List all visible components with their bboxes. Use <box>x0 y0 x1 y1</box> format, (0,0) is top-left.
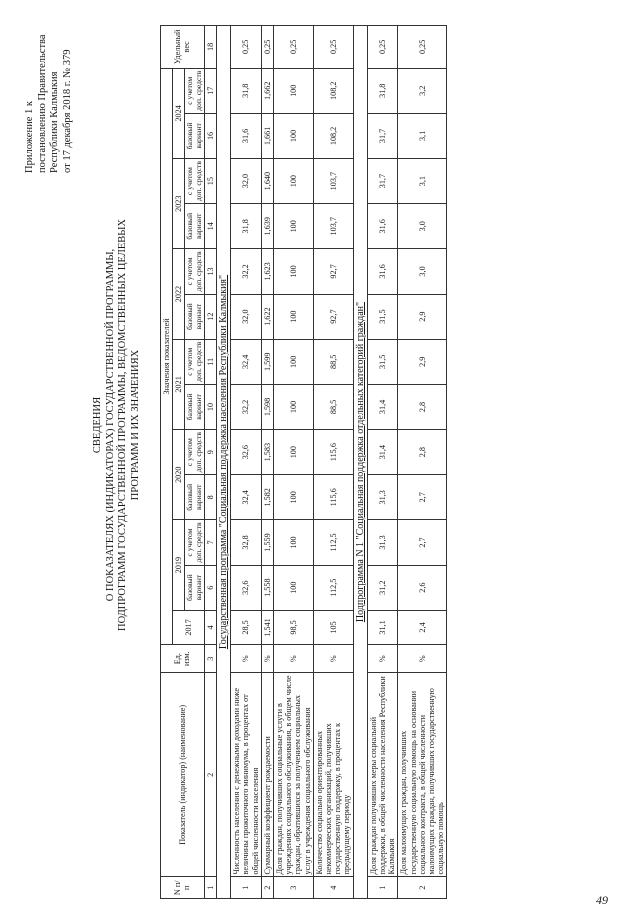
appendix-line: Приложение 1 к <box>24 101 35 173</box>
weight-cell: 0,25 <box>231 26 262 69</box>
value-cell: 31,1 <box>367 610 398 644</box>
row-number: 1 <box>367 877 398 899</box>
row-number: 2 <box>261 877 273 899</box>
value-cell: 108,2 <box>313 113 353 158</box>
column-index: 7 <box>204 520 216 565</box>
weight-cell: 0,25 <box>367 26 398 69</box>
value-cell: 28,5 <box>231 610 262 644</box>
column-index: 13 <box>204 249 216 294</box>
row-number: 2 <box>398 877 447 899</box>
value-cell: 32,4 <box>231 339 262 384</box>
value-cell: 31,8 <box>367 68 398 113</box>
year-2017-header: 2017 <box>173 610 205 644</box>
col-weight-header: Удельный вес <box>161 26 205 69</box>
value-cell: 31,4 <box>367 384 398 429</box>
heading-line: ПОДПРОГРАММ ГОСУДАРСТВЕННОЙ ПРОГРАММЫ, ВЕДОМСТВЕННЫХ ЦЕЛЕВЫХ <box>117 219 128 632</box>
year-header: 2023 <box>173 159 185 249</box>
heading-line: СВЕДЕНИЯ <box>92 396 103 454</box>
value-cell: 31,4 <box>367 430 398 475</box>
extra-funds-header: с учетом доп. средств <box>185 68 204 113</box>
value-cell: 31,7 <box>367 159 398 204</box>
value-cell: 2,9 <box>398 339 447 384</box>
row-unit: % <box>398 645 447 673</box>
col-name-header: Показатель (индикатор) (наименование) <box>161 673 205 877</box>
value-cell: 112,5 <box>313 565 353 610</box>
extra-funds-header: с учетом доп. средств <box>185 249 204 294</box>
column-index: 14 <box>204 204 216 249</box>
column-index: 1 <box>204 877 216 899</box>
value-cell: 92,7 <box>313 249 353 294</box>
value-cell: 31,5 <box>367 294 398 339</box>
value-cell: 32,2 <box>231 249 262 294</box>
column-index: 17 <box>204 68 216 113</box>
value-cell: 115,6 <box>313 475 353 520</box>
column-index: 10 <box>204 384 216 429</box>
value-cell: 100 <box>274 565 314 610</box>
value-cell: 2,4 <box>398 610 447 644</box>
value-cell: 112,5 <box>313 520 353 565</box>
value-cell: 3,0 <box>398 204 447 249</box>
value-cell: 31,2 <box>367 565 398 610</box>
column-index: 9 <box>204 430 216 475</box>
indicator-name: Количество социально ориентированных некоммерческих организаций, получивших государственную поддержку, в процентах к предыдущему периоду <box>313 673 353 877</box>
base-variant-header: базовый вариант <box>185 475 204 520</box>
value-cell: 2,6 <box>398 565 447 610</box>
col-num-header: N п/п <box>161 877 205 899</box>
value-cell: 2,8 <box>398 430 447 475</box>
value-cell: 1,582 <box>261 475 273 520</box>
value-cell: 32,6 <box>231 430 262 475</box>
year-header: 2020 <box>173 430 185 520</box>
value-cell: 3,0 <box>398 249 447 294</box>
value-cell: 1,640 <box>261 159 273 204</box>
row-number: 3 <box>274 877 314 899</box>
column-index: 11 <box>204 339 216 384</box>
indicator-name: Суммарный коэффициент рождаемости <box>261 673 273 877</box>
heading-line: О ПОКАЗАТЕЛЯХ (ИНДИКАТОРАХ) ГОСУДАРСТВЕННОЙ ПРОГРАММЫ, <box>104 248 116 602</box>
value-cell: 31,6 <box>231 113 262 158</box>
value-cell: 100 <box>274 68 314 113</box>
value-cell: 100 <box>274 339 314 384</box>
value-cell: 100 <box>274 204 314 249</box>
weight-cell: 0,25 <box>398 26 447 69</box>
values-header: Значения показателей <box>161 68 173 644</box>
table-row <box>367 26 398 899</box>
extra-funds-header: с учетом доп. средств <box>185 520 204 565</box>
weight-cell: 0,25 <box>274 26 314 69</box>
value-cell: 100 <box>274 294 314 339</box>
value-cell: 31,8 <box>231 68 262 113</box>
value-cell: 1,622 <box>261 294 273 339</box>
indicator-name: Доля граждан получивших меры социальной поддержки, в общей численности населения Республики Калмыкия <box>367 673 398 877</box>
column-index: 16 <box>204 113 216 158</box>
base-variant-header: базовый вариант <box>185 113 204 158</box>
table-row <box>313 26 353 899</box>
value-cell: 105 <box>313 610 353 644</box>
value-cell: 31,3 <box>367 520 398 565</box>
appendix-line: Республики Калмыкия <box>49 71 60 173</box>
extra-funds-header: с учетом доп. средств <box>185 339 204 384</box>
value-cell: 100 <box>274 430 314 475</box>
value-cell: 1,662 <box>261 68 273 113</box>
value-cell: 32,0 <box>231 159 262 204</box>
column-index: 15 <box>204 159 216 204</box>
year-header: 2019 <box>173 520 185 610</box>
value-cell: 1,598 <box>261 384 273 429</box>
value-cell: 31,7 <box>367 113 398 158</box>
value-cell: 108,2 <box>313 68 353 113</box>
row-unit: % <box>231 645 262 673</box>
value-cell: 32,0 <box>231 294 262 339</box>
indicator-name: Доля малоимущих граждан, получивших государственную социальную помощь на основании социального контракта, в общей численности малоимущих граждан, получивших государственную социальную помощь <box>398 673 447 877</box>
header-row-1 <box>161 26 173 899</box>
value-cell: 1,541 <box>261 610 273 644</box>
value-cell: 98,5 <box>274 610 314 644</box>
value-cell: 100 <box>274 113 314 158</box>
weight-cell: 0,25 <box>313 26 353 69</box>
table-row <box>274 26 314 899</box>
column-index: 3 <box>204 645 216 673</box>
base-variant-header: базовый вариант <box>185 565 204 610</box>
value-cell: 31,6 <box>367 204 398 249</box>
value-cell: 3,1 <box>398 113 447 158</box>
appendix-line: от 17 декабря 2018 г. № 379 <box>61 49 73 173</box>
base-variant-header: базовый вариант <box>185 204 204 249</box>
document-heading <box>92 165 142 685</box>
column-index: 4 <box>204 610 216 644</box>
row-unit: % <box>313 645 353 673</box>
extra-funds-header: с учетом доп. средств <box>185 430 204 475</box>
value-cell: 1,599 <box>261 339 273 384</box>
heading-line: ПРОГРАММ И ИХ ЗНАЧЕНИЯХ <box>129 349 141 501</box>
value-cell: 2,7 <box>398 520 447 565</box>
header-row-indexes <box>204 26 216 899</box>
column-index: 18 <box>204 26 216 69</box>
page-number: 49 <box>596 893 608 907</box>
year-header: 2021 <box>173 339 185 429</box>
row-unit: % <box>274 645 314 673</box>
section-row <box>217 26 231 899</box>
value-cell: 100 <box>274 384 314 429</box>
section-title-text: Государственная программа "Социальная поддержка населения Республики Калмыкия" <box>218 274 230 650</box>
table-body <box>217 26 447 899</box>
value-cell: 31,8 <box>231 204 262 249</box>
value-cell: 32,6 <box>231 565 262 610</box>
value-cell: 32,8 <box>231 520 262 565</box>
value-cell: 115,6 <box>313 430 353 475</box>
value-cell: 1,661 <box>261 113 273 158</box>
value-cell: 1,623 <box>261 249 273 294</box>
value-cell: 1,583 <box>261 430 273 475</box>
indicator-name: Численность населения с денежными доходами ниже величины прожиточного минимума, в процентах от общей численности населения <box>231 673 262 877</box>
col-unit-header: Ед. изм. <box>161 645 205 673</box>
base-variant-header: базовый вариант <box>185 384 204 429</box>
value-cell: 1,559 <box>261 520 273 565</box>
value-cell: 88,5 <box>313 384 353 429</box>
section-title <box>353 26 367 899</box>
value-cell: 1,558 <box>261 565 273 610</box>
column-index: 8 <box>204 475 216 520</box>
column-index: 12 <box>204 294 216 339</box>
value-cell: 100 <box>274 475 314 520</box>
row-number: 1 <box>231 877 262 899</box>
value-cell: 32,4 <box>231 475 262 520</box>
row-unit: % <box>367 645 398 673</box>
year-header: 2024 <box>173 68 185 158</box>
indicator-name: Доля граждан, получивших социальные услуги в учреждениях социального обслуживания, в общем числе граждан, обратившихся за получением социальных услуг в учреждения социального обслуживания <box>274 673 314 877</box>
row-number: 4 <box>313 877 353 899</box>
row-unit: % <box>261 645 273 673</box>
value-cell: 92,7 <box>313 294 353 339</box>
value-cell: 2,7 <box>398 475 447 520</box>
value-cell: 3,2 <box>398 68 447 113</box>
value-cell: 31,3 <box>367 475 398 520</box>
column-index: 2 <box>204 673 216 877</box>
extra-funds-header: с учетом доп. средств <box>185 159 204 204</box>
year-header: 2022 <box>173 249 185 339</box>
section-title <box>217 26 231 899</box>
table-row <box>261 26 273 899</box>
table-row <box>231 26 262 899</box>
value-cell: 100 <box>274 159 314 204</box>
value-cell: 2,9 <box>398 294 447 339</box>
value-cell: 31,6 <box>367 249 398 294</box>
value-cell: 3,1 <box>398 159 447 204</box>
section-title-text: Подпрограмма N 1 "Социальная поддержка отдельных категорий граждан" <box>354 301 366 623</box>
value-cell: 100 <box>274 520 314 565</box>
column-index: 6 <box>204 565 216 610</box>
value-cell: 32,2 <box>231 384 262 429</box>
appendix-block <box>24 3 74 173</box>
value-cell: 88,5 <box>313 339 353 384</box>
value-cell: 103,7 <box>313 204 353 249</box>
value-cell: 31,5 <box>367 339 398 384</box>
indicators-table <box>160 25 447 899</box>
value-cell: 1,639 <box>261 204 273 249</box>
weight-cell: 0,25 <box>261 26 273 69</box>
value-cell: 2,8 <box>398 384 447 429</box>
value-cell: 103,7 <box>313 159 353 204</box>
value-cell: 100 <box>274 249 314 294</box>
section-row <box>353 26 367 899</box>
table-row <box>398 26 447 899</box>
base-variant-header: базовый вариант <box>185 294 204 339</box>
appendix-line: постановлению Правительства <box>36 34 48 173</box>
